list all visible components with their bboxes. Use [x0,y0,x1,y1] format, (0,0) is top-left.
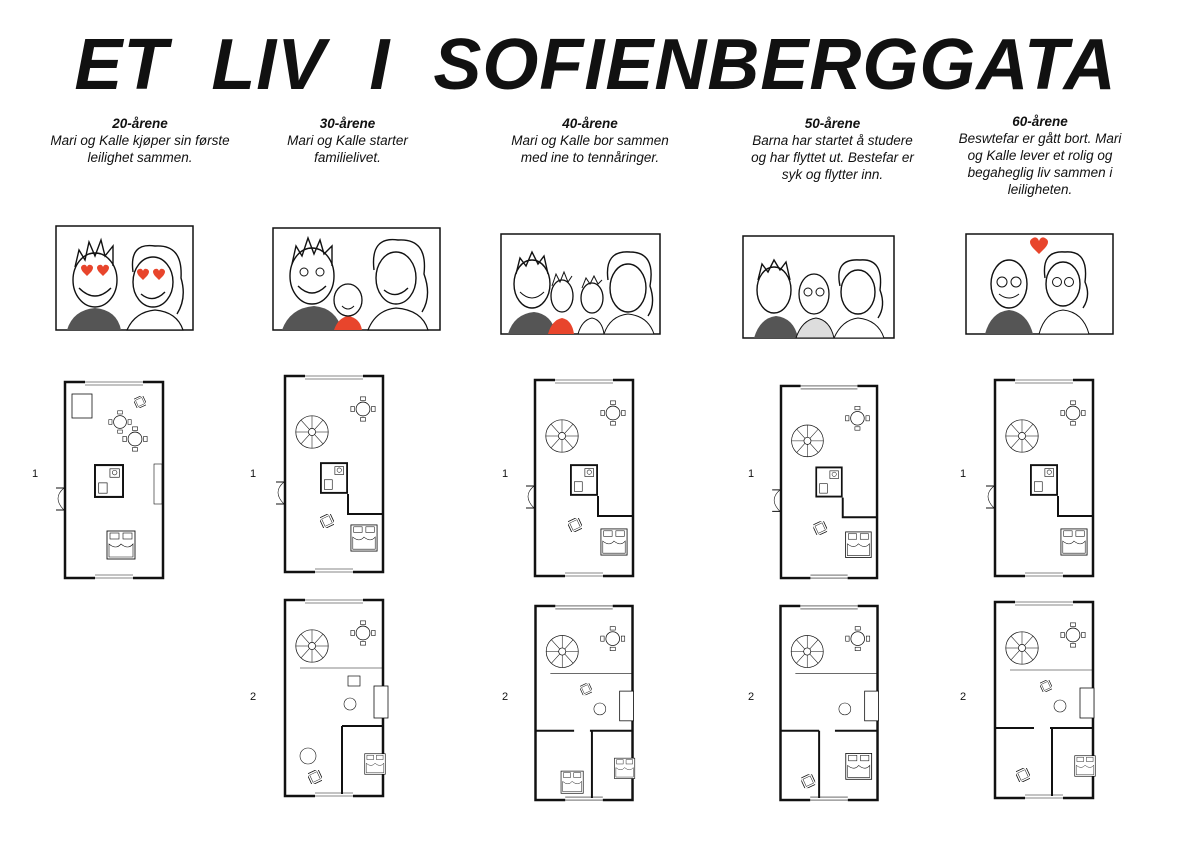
floor-plan-20s-level-1 [50,380,180,580]
level-label: 1 [32,468,39,480]
period-60 [955,113,1125,198]
page-title: ET LIV I SOFIENBERGGATA [74,25,1117,105]
floor-plan-50s-level-1 [765,384,895,580]
level-label: 2 [960,691,967,703]
family-drawing-30s [272,224,442,332]
period-20 [45,115,235,166]
period-40 [505,115,675,166]
level-label: 2 [748,691,755,703]
period-heading: 40-årene [562,116,618,131]
period-description: Mari og Kalle bor sammen med ine to tennåringer. [511,133,669,165]
period-heading: 30-årene [319,116,376,131]
floor-plan-40s-level-1 [520,378,650,578]
period-30 [255,115,440,166]
family-drawing-60s [965,230,1115,336]
period-description: Beswtefar er gått bort. Mari og Kalle lever et rolig og begaheglig liv sammen i leiligheten. [958,131,1122,197]
period-50 [750,115,915,183]
floor-plan-60s-level-2 [980,600,1110,800]
floor-plan-30s-level-2 [270,598,400,798]
period-heading: 20-årene [112,116,168,131]
floor-plan-30s-level-1 [270,374,400,574]
level-label: 1 [250,468,257,480]
period-heading: 60-årene [1012,114,1068,129]
level-label: 2 [502,691,509,703]
period-description: Mari og Kalle starter familielivet. [287,133,408,165]
family-drawing-40s [500,230,662,336]
level-label: 1 [502,468,509,480]
floor-plan-50s-level-2 [765,604,895,802]
period-description: Barna har startet å studere og har flyttet ut. Bestefar er syk og flytter inn. [751,133,914,182]
family-drawing-20s [55,222,195,332]
level-label: 2 [250,691,257,703]
period-description: Mari og Kalle kjøper sin første leilighet sammen. [50,133,230,165]
family-drawing-50s [742,232,896,340]
level-label: 1 [748,468,755,480]
floor-plan-40s-level-2 [520,604,650,802]
period-heading: 50-årene [804,116,861,131]
level-label: 1 [960,468,967,480]
floor-plan-60s-level-1 [980,378,1110,578]
